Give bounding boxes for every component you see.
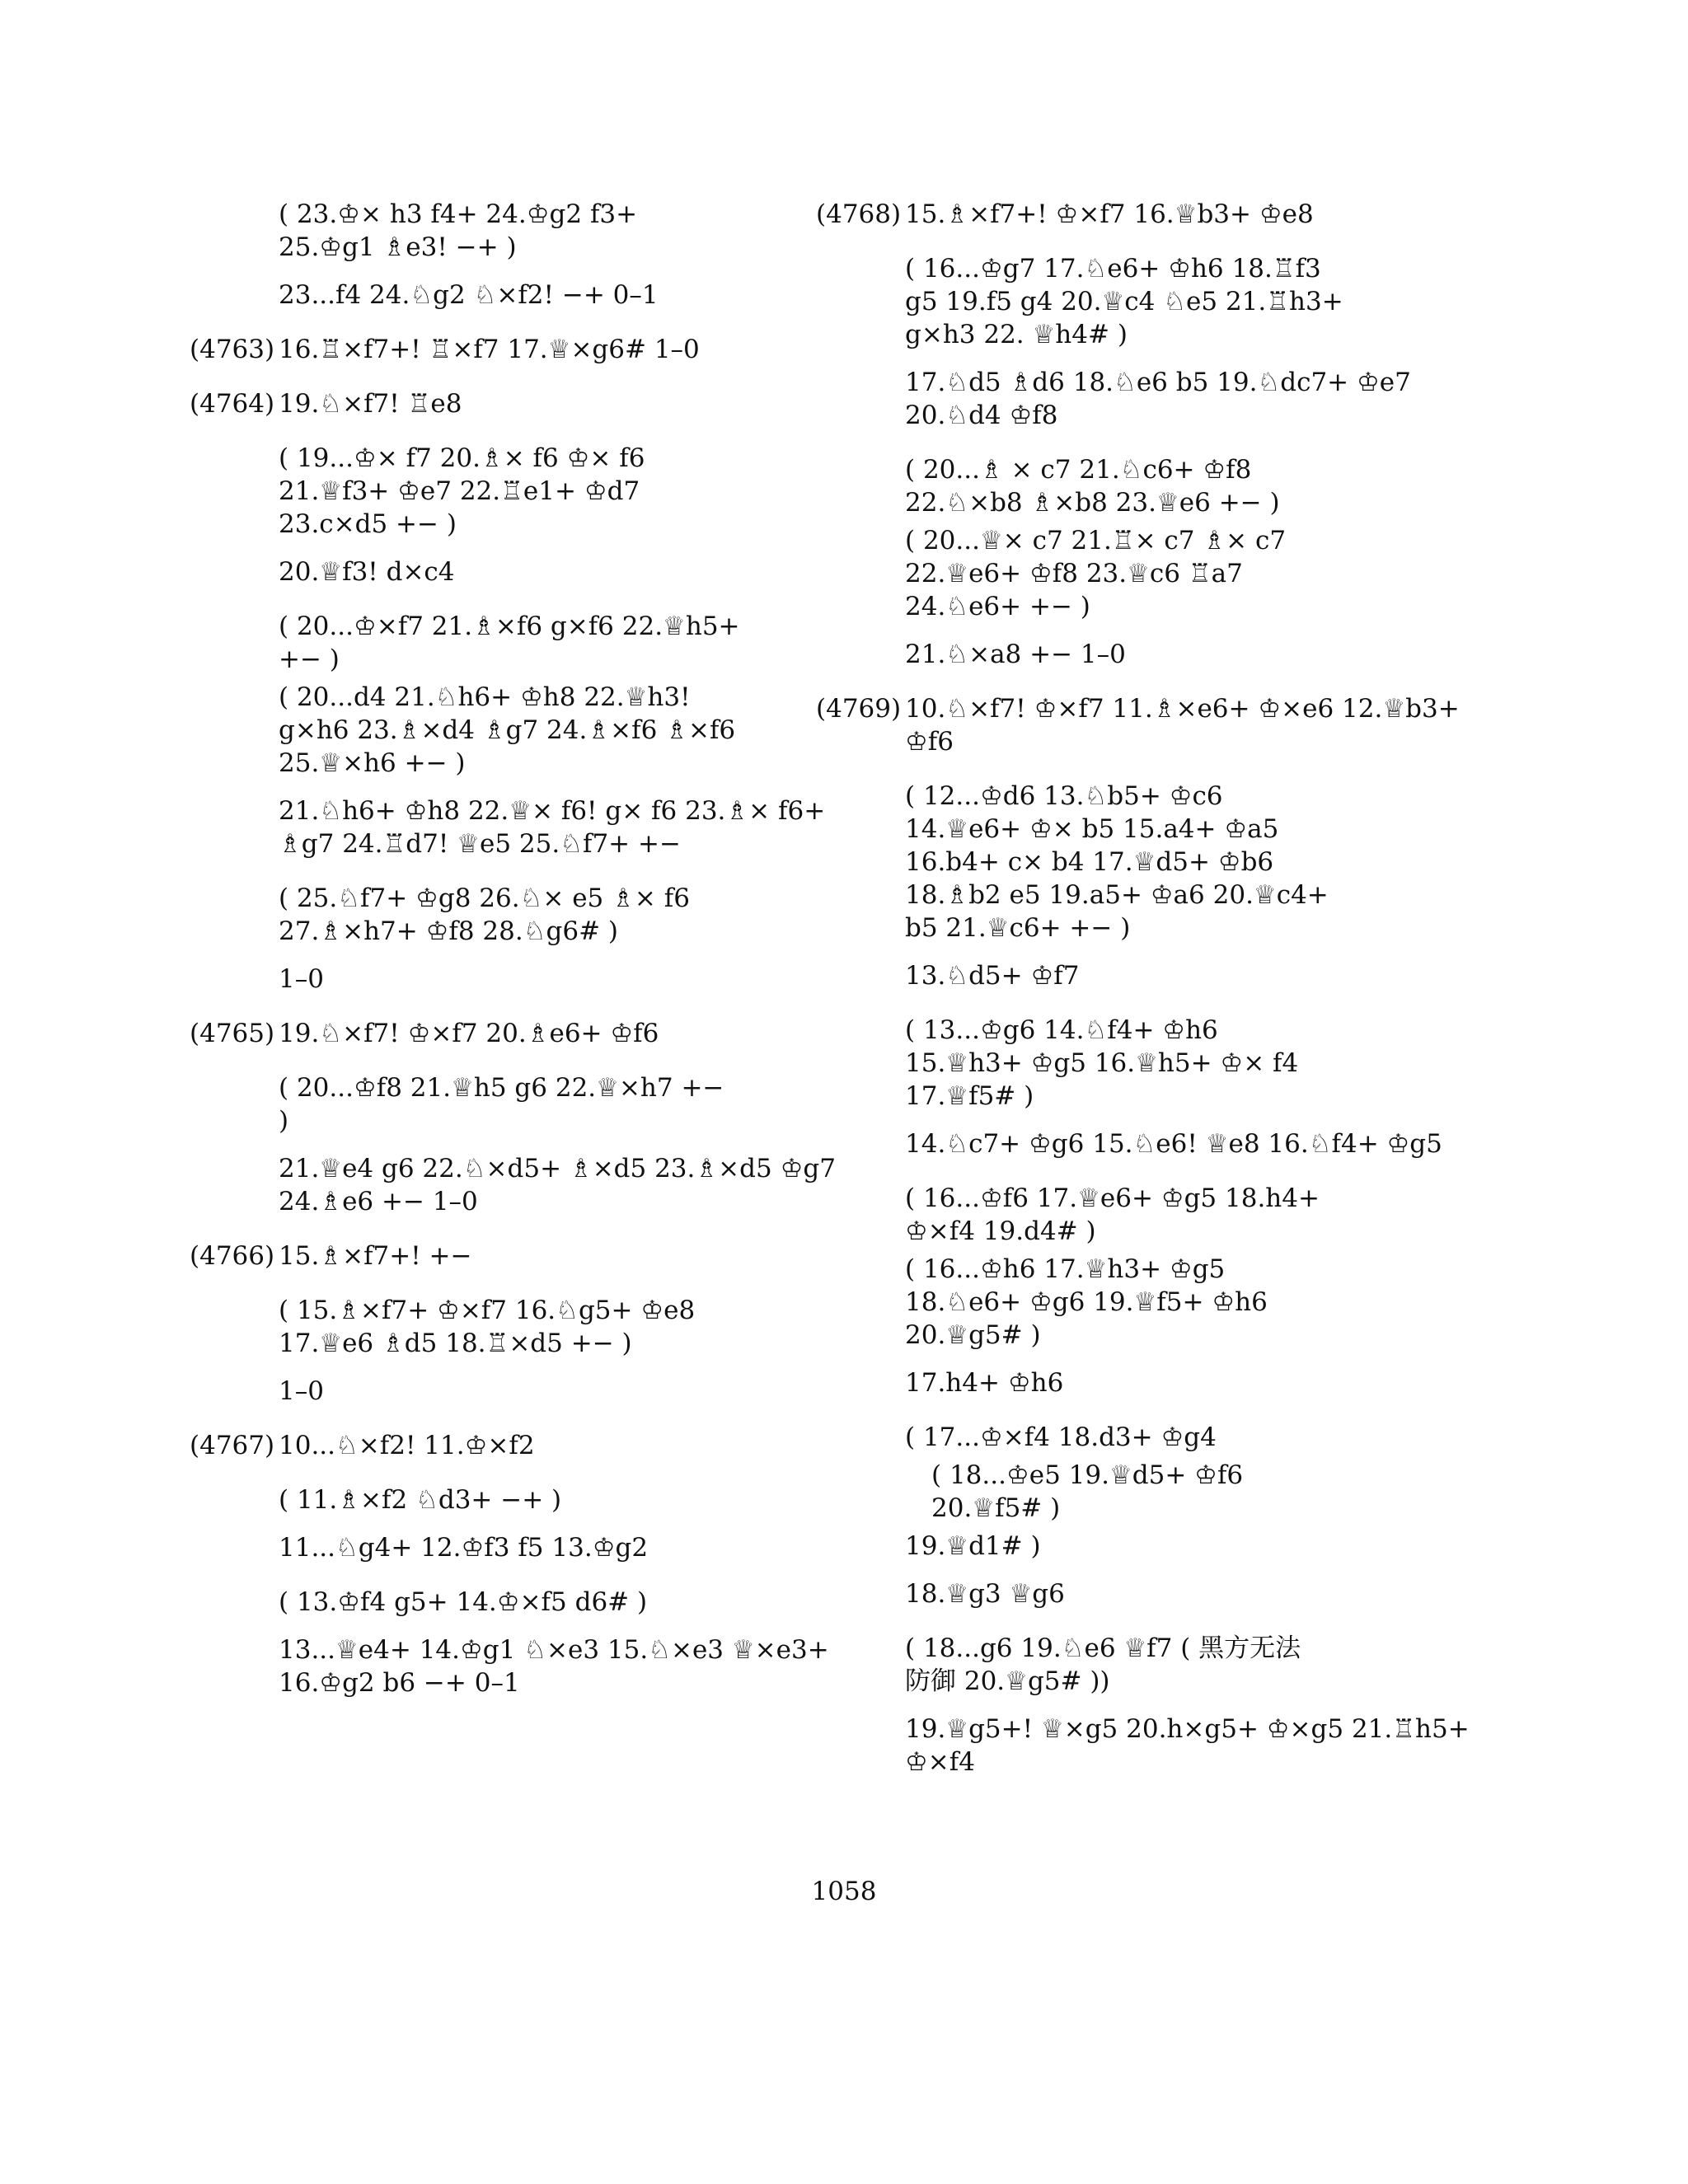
move-line — [905, 959, 1442, 992]
text-line: 14.♕e6+ ♔× b5 15.a4+ ♔a5 — [905, 814, 1279, 844]
text-line: 10.♘×f7! ♔×f7 11.♗×e6+ ♔×e6 12.♕b3+ — [905, 694, 1460, 724]
move-line — [279, 1531, 816, 1564]
text-line: ( 12...♔d6 13.♘b5+ ♔c6 — [905, 781, 1223, 811]
left-column — [190, 198, 836, 1721]
problem-number: (4765) — [190, 1019, 275, 1048]
move-line — [905, 1366, 1442, 1399]
text-line: +− ) — [279, 644, 340, 674]
text-line: 23...f4 24.♘g2 ♘×f2! −+ 0–1 — [279, 280, 659, 310]
text-line: 24.♘e6+ +− ) — [905, 592, 1090, 621]
text-line: 16.♖×f7+! ♖×f7 17.♕×g6# 1–0 — [279, 335, 700, 364]
text-line: 15.♗×f7+! ♔×f7 16.♕b3+ ♔e8 — [905, 199, 1314, 229]
text-line: b5 21.♕c6+ +− ) — [905, 913, 1131, 943]
variation — [905, 1014, 1442, 1113]
variation — [905, 524, 1442, 623]
text-line: g×h6 23.♗×d4 ♗g7 24.♗×f6 ♗×f6 — [279, 715, 736, 745]
variation — [905, 1182, 1442, 1248]
problem-block — [190, 1240, 816, 1272]
problem-number: (4764) — [190, 389, 275, 419]
text-line: 19.♘×f7! ♖e8 — [279, 389, 462, 419]
text-line: 17.♘d5 ♗d6 18.♘e6 b5 19.♘dc7+ ♔e7 — [905, 368, 1411, 397]
move-line — [279, 279, 816, 312]
text-line: 21.♘×a8 +− 1–0 — [905, 640, 1126, 669]
variation — [905, 453, 1442, 519]
problem-block — [190, 387, 816, 420]
text-line: 25.♔g1 ♗e3! −+ ) — [279, 232, 517, 262]
text-line: 11...♘g4+ 12.♔f3 f5 13.♔g2 — [279, 1533, 649, 1563]
text-line: 21.♕f3+ ♔e7 22.♖e1+ ♔d7 — [279, 476, 640, 506]
text-line: ( 18...♔e5 19.♕d5+ ♔f6 — [931, 1460, 1244, 1490]
variation — [279, 610, 816, 676]
problem-block — [816, 198, 1442, 231]
variation — [905, 1530, 1442, 1563]
variation — [279, 882, 816, 948]
text-line: 21.♘h6+ ♔h8 22.♕× f6! g× f6 23.♗× f6+ — [279, 796, 826, 826]
text-line: g5 19.f5 g4 20.♕c4 ♘e5 21.♖h3+ — [905, 287, 1343, 316]
problem-block — [190, 1429, 816, 1462]
variation — [279, 1483, 816, 1516]
text-line: ( 16...♔f6 17.♕e6+ ♔g5 18.h4+ — [905, 1183, 1320, 1213]
text-line: ( 23.♔× h3 f4+ 24.♔g2 f3+ — [279, 199, 638, 229]
right-column — [816, 198, 1470, 1800]
problem-number: (4766) — [190, 1241, 275, 1271]
sub-variation — [931, 1459, 1442, 1525]
text-line: ( 20...♕× c7 21.♖× c7 ♗× c7 — [905, 526, 1287, 555]
text-line: 27.♗×h7+ ♔f8 28.♘g6# ) — [279, 916, 619, 946]
problem-block — [190, 333, 816, 366]
problem-number: (4768) — [816, 199, 902, 229]
text-line: 23.c×d5 +− ) — [279, 509, 457, 539]
text-line: g×h3 22. ♕h4# ) — [905, 320, 1128, 349]
text-line: 20.♕f5# ) — [931, 1493, 1061, 1523]
problem-number: (4769) — [816, 694, 902, 724]
variation — [279, 1071, 816, 1137]
variation — [279, 1586, 816, 1619]
variation — [905, 252, 1442, 351]
text-line: ( 25.♘f7+ ♔g8 26.♘× e5 ♗× f6 — [279, 883, 690, 913]
text-line: 1–0 — [279, 964, 324, 994]
text-line: ( 16...♔h6 17.♕h3+ ♔g5 — [905, 1254, 1226, 1284]
variation — [905, 1632, 1442, 1698]
problem-number: (4767) — [190, 1431, 275, 1460]
text-line: 22.♕e6+ ♔f8 23.♕c6 ♖a7 — [905, 559, 1243, 588]
move-line — [279, 1152, 836, 1218]
text-line: ( 19...♔× f7 20.♗× f6 ♔× f6 — [279, 443, 645, 473]
text-line: 19.♕g5+! ♕×g5 20.h×g5+ ♔×g5 21.♖h5+ — [905, 1714, 1470, 1744]
text-line: 13.♘d5+ ♔f7 — [905, 961, 1080, 991]
variation — [905, 1253, 1442, 1352]
problem-number: (4763) — [190, 335, 275, 364]
text-line: 20.♕f3! d×c4 — [279, 557, 455, 587]
text-line: ( 15.♗×f7+ ♔×f7 16.♘g5+ ♔e8 — [279, 1296, 696, 1325]
text-line: 14.♘c7+ ♔g6 15.♘e6! ♕e8 16.♘f4+ ♔g5 — [905, 1129, 1442, 1159]
variation — [905, 780, 1442, 944]
move-line — [279, 555, 816, 588]
text-line: ( 20...♔f8 21.♕h5 g6 22.♕×h7 +− — [279, 1073, 724, 1103]
variation — [905, 1421, 1442, 1454]
move-line — [905, 1713, 1470, 1779]
text-line: 19.♘×f7! ♔×f7 20.♗e6+ ♔f6 — [279, 1019, 659, 1048]
text-line: ( 16...♔g7 17.♘e6+ ♔h6 18.♖f3 — [905, 254, 1321, 284]
text-line: ( 13...♔g6 14.♘f4+ ♔h6 — [905, 1015, 1218, 1045]
move-line — [279, 963, 816, 996]
text-line: ♔×f4 19.d4# ) — [905, 1216, 1096, 1246]
variation — [279, 198, 816, 264]
text-line: ( 20...♗ × c7 21.♘c6+ ♔f8 — [905, 455, 1252, 485]
text-line: 17.♕e6 ♗d5 18.♖×d5 +− ) — [279, 1329, 632, 1358]
move-line — [279, 1633, 829, 1699]
text-line: ( 13.♔f4 g5+ 14.♔×f5 d6# ) — [279, 1587, 648, 1617]
text-line: ( 20...d4 21.♘h6+ ♔h8 22.♕h3! — [279, 682, 691, 712]
text-line: ( 20...♔×f7 21.♗×f6 g×f6 22.♕h5+ — [279, 612, 740, 641]
text-line: ) — [279, 1106, 289, 1136]
variation — [279, 1294, 816, 1360]
text-line: ( 11.♗×f2 ♘d3+ −+ ) — [279, 1485, 562, 1515]
move-line — [905, 638, 1442, 671]
variation — [279, 681, 816, 780]
text-line: 17.h4+ ♔h6 — [905, 1368, 1064, 1398]
text-line: 15.♕h3+ ♔g5 16.♕h5+ ♔× f4 — [905, 1048, 1299, 1078]
problem-block — [816, 692, 1460, 758]
text-line: ♔f6 — [905, 727, 954, 757]
text-line: 1–0 — [279, 1376, 324, 1406]
text-line: 17.♕f5# ) — [905, 1081, 1034, 1111]
move-line — [905, 366, 1442, 432]
text-line: 20.♕g5# ) — [905, 1320, 1041, 1350]
text-line: 18.♕g3 ♕g6 — [905, 1579, 1065, 1609]
text-line: 24.♗e6 +− 1–0 — [279, 1187, 478, 1216]
text-line: 18.♘e6+ ♔g6 19.♕f5+ ♔h6 — [905, 1287, 1268, 1317]
text-line: 10...♘×f2! 11.♔×f2 — [279, 1431, 535, 1460]
text-line: 21.♕e4 g6 22.♘×d5+ ♗×d5 23.♗×d5 ♔g7 — [279, 1154, 836, 1183]
move-line — [905, 1577, 1442, 1610]
text-line: 18.♗b2 e5 19.a5+ ♔a6 20.♕c4+ — [905, 880, 1329, 910]
variation — [279, 442, 816, 541]
page-number: 1058 — [811, 1877, 877, 1906]
text-line: 13...♕e4+ 14.♔g1 ♘×e3 15.♘×e3 ♕×e3+ — [279, 1635, 829, 1665]
text-line: ♔×f4 — [905, 1747, 975, 1777]
move-line — [905, 1127, 1442, 1160]
text-line: 19.♕d1# ) — [905, 1531, 1041, 1561]
text-line: 22.♘×b8 ♗×b8 23.♕e6 +− ) — [905, 488, 1280, 518]
text-line: 25.♕×h6 +− ) — [279, 748, 466, 778]
text-line: ( 17...♔×f4 18.d3+ ♔g4 — [905, 1422, 1217, 1452]
text-line: 16.♔g2 b6 −+ 0–1 — [279, 1668, 520, 1698]
text-line: 20.♘d4 ♔f8 — [905, 401, 1058, 430]
text-line: ♗g7 24.♖d7! ♕e5 25.♘f7+ +− — [279, 829, 681, 859]
text-line: 防御 20.♕g5# )) — [905, 1666, 1110, 1696]
problem-block — [190, 1017, 816, 1050]
text-line: 16.b4+ c× b4 17.♕d5+ ♔b6 — [905, 847, 1274, 877]
move-line — [279, 1375, 816, 1408]
text-line: ( 18...g6 19.♘e6 ♕f7 ( 黑方无法 — [905, 1633, 1301, 1663]
move-line — [279, 794, 826, 860]
text-line: 15.♗×f7+! +− — [279, 1241, 472, 1271]
